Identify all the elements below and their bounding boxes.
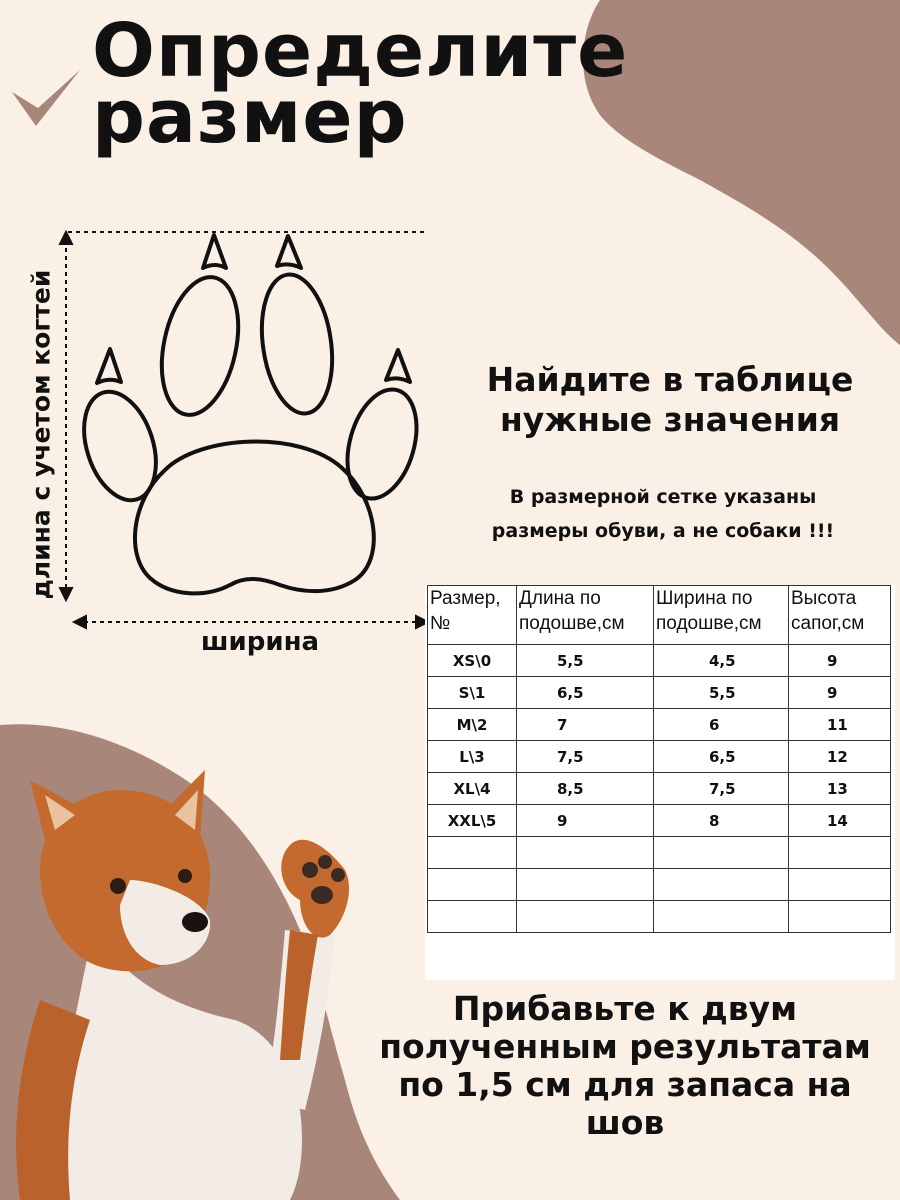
cell-size: M\2 <box>428 709 517 741</box>
cell-size: XXL\5 <box>428 805 517 837</box>
table-heading-line-1: Найдите в таблице <box>486 360 854 399</box>
empty-cell <box>517 837 654 869</box>
cell-width: 4,5 <box>654 645 789 677</box>
header-height: Высота сапог,см <box>789 586 891 645</box>
table-row-empty <box>428 901 891 933</box>
size-note <box>448 480 878 548</box>
size-note-line-2: размеры обуви, а не собаки !!! <box>491 520 835 542</box>
empty-cell <box>428 837 517 869</box>
header-size: Размер, № <box>428 586 517 645</box>
header-length: Длина по подошве,см <box>517 586 654 645</box>
table-row-empty <box>428 869 891 901</box>
empty-cell <box>654 901 789 933</box>
size-note-line-1: В размерной сетке указаны <box>509 486 817 508</box>
header-width: Ширина по подошве,см <box>654 586 789 645</box>
empty-cell <box>654 869 789 901</box>
cell-width: 6,5 <box>654 741 789 773</box>
cell-size: L\3 <box>428 741 517 773</box>
cell-height: 14 <box>789 805 891 837</box>
length-label: длина с учетом когтей <box>26 269 56 600</box>
cell-height: 11 <box>789 709 891 741</box>
cell-size: S\1 <box>428 677 517 709</box>
cell-width: 7,5 <box>654 773 789 805</box>
cell-width: 6 <box>654 709 789 741</box>
empty-cell <box>428 901 517 933</box>
cell-height: 12 <box>789 741 891 773</box>
table-row <box>428 773 891 805</box>
empty-cell <box>654 837 789 869</box>
dog-illustration <box>0 760 370 1200</box>
page-title <box>92 8 629 160</box>
title-line-1: Определите <box>92 8 629 94</box>
table-heading <box>440 360 900 440</box>
cell-size: XS\0 <box>428 645 517 677</box>
empty-cell <box>428 869 517 901</box>
table-row <box>428 805 891 837</box>
size-table-panel <box>425 585 895 980</box>
empty-cell <box>517 869 654 901</box>
empty-cell <box>517 901 654 933</box>
cell-length: 8,5 <box>517 773 654 805</box>
size-table <box>427 585 891 933</box>
table-row <box>428 645 891 677</box>
cell-width: 5,5 <box>654 677 789 709</box>
bottom-note-line-3: по 1,5 см для запаса на <box>398 1065 852 1104</box>
empty-cell <box>789 837 891 869</box>
table-row <box>428 741 891 773</box>
cell-height: 9 <box>789 677 891 709</box>
cell-size: XL\4 <box>428 773 517 805</box>
bottom-note-line-4: шов <box>585 1103 665 1142</box>
width-label: ширина <box>200 627 320 657</box>
cell-width: 8 <box>654 805 789 837</box>
table-row <box>428 677 891 709</box>
cell-length: 9 <box>517 805 654 837</box>
check-icon <box>10 68 82 130</box>
cell-length: 7 <box>517 709 654 741</box>
title-line-2: размер <box>92 74 408 160</box>
cell-height: 9 <box>789 645 891 677</box>
cell-length: 7,5 <box>517 741 654 773</box>
table-header-row <box>428 586 891 645</box>
table-row <box>428 709 891 741</box>
paw-icon <box>0 220 440 640</box>
bottom-note-line-1: Прибавьте к двум <box>452 989 798 1028</box>
cell-height: 13 <box>789 773 891 805</box>
table-heading-line-2: нужные значения <box>499 400 841 439</box>
empty-cell <box>789 901 891 933</box>
bottom-note-line-2: полученным результатам <box>379 1027 871 1066</box>
table-row-empty <box>428 837 891 869</box>
empty-cell <box>789 869 891 901</box>
bottom-note <box>355 990 895 1142</box>
cell-length: 5,5 <box>517 645 654 677</box>
top-right-blob <box>583 0 900 345</box>
cell-length: 6,5 <box>517 677 654 709</box>
